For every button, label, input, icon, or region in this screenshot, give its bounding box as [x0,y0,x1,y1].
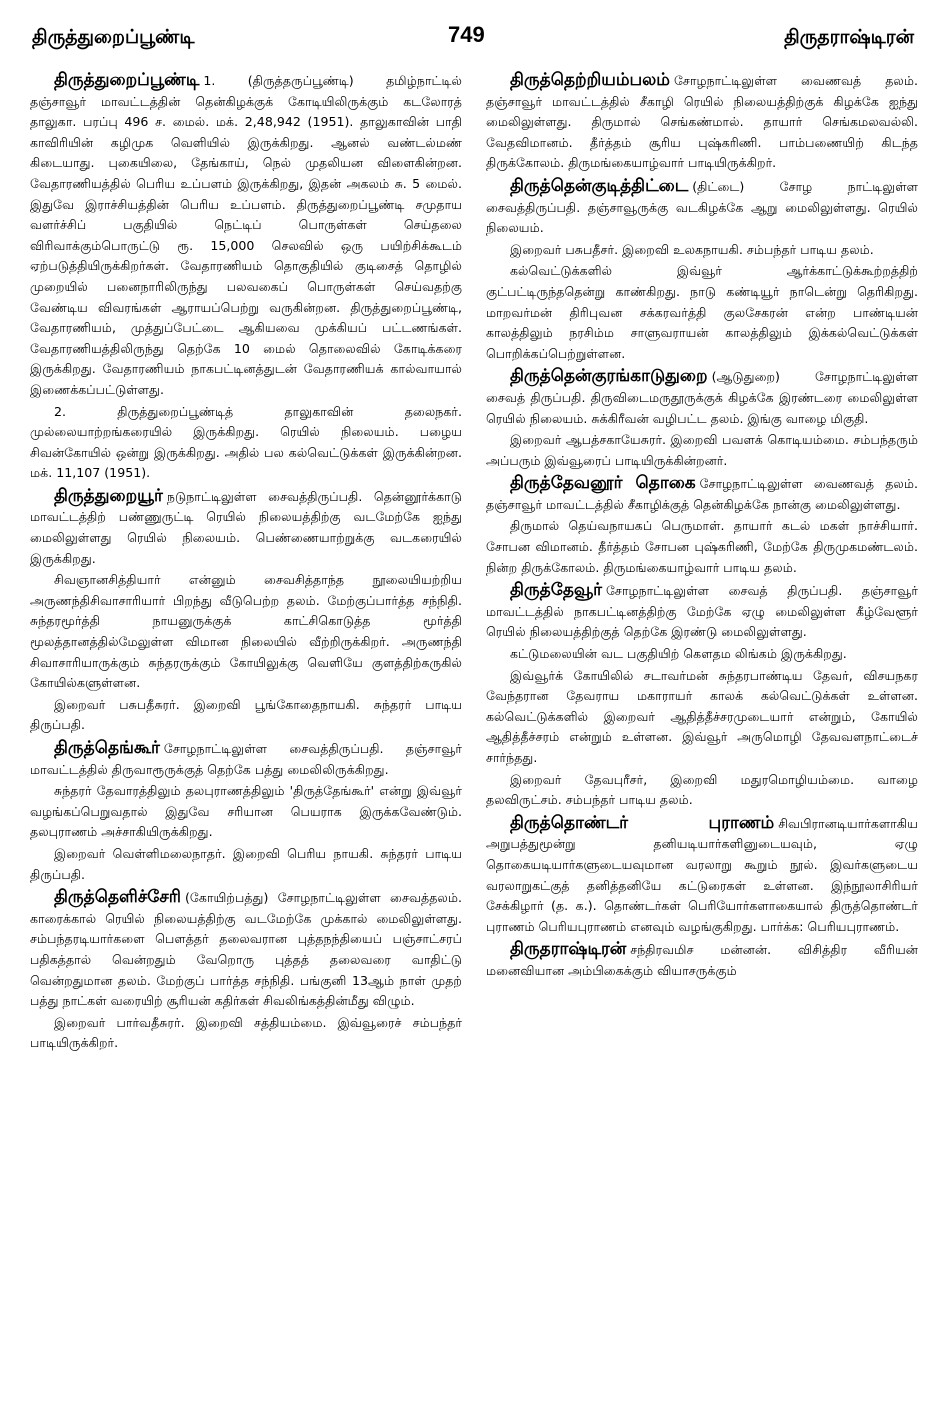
entry-headword: திருத்தெற்றியம்பலம் [510,70,670,90]
entry-text: சோழநாட்டிலுள்ள சைவத் திருப்பதி. தஞ்சாவூர் மாவட்டத்தில் நாகபட்டினத்திற்கு மேற்கே ஏழு மைலிலுள்ள கீழ்வேளூர் ரெயில் நிலையத்திற்குத் தெற்கே இரண்டு மைலிலுள்ளது. [486,583,918,640]
entry-headword: திருத்துறையூர் [54,485,163,506]
entry-paragraph [486,473,918,515]
entry-paragraph [486,939,918,981]
entry-text: (திட்டை) சோழ நாட்டிலுள்ள சைவத்திருப்பதி. தஞ்சாவூருக்கு வடகிழக்கே ஆறு மைலிலுள்ளது. ரெயில் நிலையம். [486,178,918,236]
entry-thiruthenkudithittai [486,176,918,364]
entry-thiruthelicheri [30,887,462,1054]
entry-paragraph [486,813,918,938]
entry-thiruthuraipoondi [30,70,462,484]
entry-text: (ஆடுதுறை) சோழநாட்டிலுள்ள சைவத் திருப்பதி. திருவிடைமருதூருக்குக் கிழக்கே இரண்டரை மைலிலுள்ள ரெயில் நிலையம். சுக்கிரீவன் வழிபட்ட தலம். இங்கு வாழை மிகுதி. [486,369,918,426]
entry-paragraph [30,70,462,401]
entry-thiruthrashtiran [486,939,918,981]
entry-headword: திருத்துறைப்பூண்டி [54,70,200,90]
entry-text: 1. (திருத்தருப்பூண்டி) தமிழ்நாட்டில் தஞ்சாவூர் மாவட்டத்தின் தென்கிழக்குக் கோடியிலிருக்கும் கடலோரத் தாலுகா. பரப்பு 496 ச. மைல். மக். 2,48,942 (1951). தாலுகாவின் பாதி காவிரியின் கழிமுக வெளியில் இருக்கிறது. ஆனல் வண்டல்மண் கிடையாது. புகையிலை, தேங்காய், நெல் முதலியன விளைகின்றன. வேதாரணியத்தில் பெரிய உப்பளம் இருக்கிறது, இதன் அகலம் சு. 5 மைல். இதுவே இராச்சியத்தின் பெரிய உப்பளம். திருத்துறைப்பூண்டி சமுதாய வளர்ச்சிப் பகுதியில் நெட்டிப் பொருள்கள் செய்தலை விரிவாக்கும்பொருட்டு ரூ. 15,000 செலவில் ஒரு பயிற்சிக்கூடம் ஏற்படுத்தியிருக்கிறர்கள். வேதாரணியம் தொகுதியில் குடிசைத் தொழில் முறையில் பனைநாரிலிருந்து பலவகைப் பொருள்கள் செய்வதற்கு வேண்டிய விவரங்கள் ஆராயப்பெற்று வருகின்றன. திருத்துறைப்பூண்டி, வேதாரணியம், முத்துப்பேட்டை ஆகியவை முக்கியப் பட்டணங்கள். வேதாரணியத்திலிருந்து தெற்கே 10 மைல் தொலைவில் கோடிக்கரை இருக்கிறது. வேதாரணியம் நாகபட்டினத்துடன் வேதாரணியக் கால்வாயால் இணைக்கப்பட்டுள்ளது. [30,73,462,397]
entry-text: (கோயிற்பத்து) சோழநாட்டிலுள்ள சைவத்தலம். காரைக்கால் ரெயில் நிலையத்திற்கு வடமேற்கே முக்கால் மைலிலுள்ளது. சம்பந்தரடியார்களை பௌத்தர் தலைவரான புத்தநந்தியைப் பஞ்சாட்சரப் பதிகத்தால் வென்றதும் வேறொரு புத்தத் தலைவரை வாதிட்டு வென்றதுமான தலம். மேற்குப் பார்த்த சந்நிதி. பங்குனி 13ஆம் நாள் முதற் பத்து நாட்கள் வரையிற் சூரியன் கதிர்கள் சிவலிங்கத்தின்மீது விழும். [30,890,462,1009]
entry-paragraph: இறைவர் ஆபத்சகாயேசுரர். இறைவி பவளக் கொடியம்மை. சம்பந்தரும் அப்பரும் இவ்வூரைப் பாடியிருக்கின்றனர். [486,432,918,468]
entry-paragraph: இறைவர் பசுபதீசுரர். இறைவி பூங்கோதைநாயகி. சுந்தரர் பாடிய திருப்பதி. [30,696,462,733]
entry-headword: திருத்தேவனூர் தொகை [510,473,696,494]
entry-headword: திருத்தென்குடித்திட்டை [510,175,689,196]
entry-text: சிவபிரானடியார்களாகிய அறுபத்துமூன்று தனியடியார்களினுடையவும், ஏழு தொகையடியார்களுடையவுமான வரலாறு கூறும் நூல். இவர்களுடைய வரலாறுகட்குத் தனித்தனியே கட்டுரைகள் உள்ளன. இந்நூலாசிரியர் சேக்கிழார் (த. க.). தொண்டர்கள் பெரியோர்களாகையால் திருத்தொண்டர் புராணம் பெரியபுராணம் எனவும் வழங்குகிறது. பார்க்க: பெரியபுராணம். [486,815,918,934]
entry-paragraph: இறைவர் தேவபுரீசர், இறைவி மதுரமொழியம்மை. வாழை தலவிருட்சம். சம்பந்தர் பாடிய தலம். [486,771,918,808]
entry-headword: திருதராஷ்டிரன் [510,939,627,960]
left-column [30,68,462,1055]
header-right-word: திருதராஷ்டிரன் [784,26,914,48]
entry-paragraph: திருமால் தெய்வநாயகப் பெருமாள். தாயார் கடல் மகள் நாச்சியார். சோபன விமானம். தீர்த்தம் சோபன புஷ்கரிணி, மேற்கே திருமுகமண்டலம். நின்ற திருக்கோலம். திருமங்கையாழ்வார் பாடிய தலம். [486,518,918,575]
entry-paragraph: இறைவர் வெள்ளிமலைநாதர். இறைவி பெரிய நாயகி. சுந்தரர் பாடிய திருப்பதி. [30,845,462,882]
entry-paragraph: கல்வெட்டுக்களில் இவ்வூர் ஆர்க்காட்டுக்கூற்றத்திற் குட்பட்டிருந்ததென்று காண்கிறது. நாடு கண்டியூர் நாடென்று தெரிகிறது. மாறவர்மன் திரிபுவன சக்கரவர்த்தி குலசேகரன் என்ற பாண்டியன் காலத்திலும் நரசிம்ம சாளுவராயன் காலத்திலும் இக்கல்வெட்டுக்கள் பொறிக்கப்பெற்றுள்ளன. [486,263,918,361]
entry-thiruthengur [30,738,462,885]
entry-paragraph [486,366,918,429]
right-column [486,68,918,983]
page-header [0,22,940,58]
entry-text: சோழநாட்டிலுள்ள வைணவத் தலம். தஞ்சாவூர் மாவட்டத்தில் சீகாழி ரெயில் நிலையத்திற்குக் கிழக்கே ஐந்து மைலிலுள்ளது. திருமால் செங்கண்மால். தாயார் செங்கமலவல்லி. வேதவிமானம். தீர்த்தம் சூரிய புஷ்கரிணி. பாம்பணையிற் கிடந்த திருக்கோலம். திருமங்கையாழ்வார் பாடியிருக்கிறர். [486,73,918,171]
entry-text: சந்திரவமிச மன்னன். விசித்திர வீரியன் மனைவியான அம்பிகைக்கும் வியாசருக்கும் [486,942,918,978]
entry-paragraph: இறைவர் பசுபதீசர். இறைவி உலகநாயகி. சம்பந்தர் பாடிய தலம். [510,241,874,257]
entry-headword: திருத்தேவூர் [510,580,602,601]
entry-headword: திருத்தெங்கூர் [54,738,160,758]
entry-headword: திருத்தென்குரங்காடுதுறை [510,366,708,387]
entry-paragraph: இறைவர் பார்வதீசுரர். இறைவி சத்தியம்மை. இவ்வூரைச் சம்பந்தர் பாடியிருக்கிறர். [30,1014,462,1051]
entry-paragraph [30,887,462,1012]
page-number: 749 [448,22,485,47]
entry-thiruthevur [486,580,918,811]
entry-paragraph [30,738,462,780]
entry-paragraph: சுந்தரர் தேவாரத்திலும் தலபுராணத்திலும் 'திருத்தேங்கூர்' என்று இவ்வூர் வழங்கப்பெறுவதால் இதுவே சரியான பெயராக இருக்கவேண்டும். தலபுராணம் அச்சாகியிருக்கிறது. [30,783,462,840]
entry-paragraph: சிவஞானசித்தியார் என்னும் சைவசித்தாந்த நூலையியற்றிய அருணந்திசிவாசாரியார் பிறந்து வீடுபெற்ற தலம். மேற்குப்பார்த்த சந்நிதி. சுந்தரமூர்த்தி நாயனுருக்குக் காட்சிகொடுத்த மூர்த்தி மூலத்தானத்தில்மேலுள்ள விமான நிலையில் வீற்றிருக்கிறர். அருணந்தி சிவாசாரியாருக்கும் சுந்தரருக்கும் கோயிலுக்கு வெளியே குளத்திற்கருகில் கோயில்களுள்ளன. [30,572,462,691]
entry-paragraph [486,580,918,643]
entry-thiruthondar-puranam [486,813,918,938]
entry-text: சோழநாட்டிலுள்ள சைவத்திருப்பதி. தஞ்சாவூர் மாவட்டத்தில் திருவாரூருக்குத் தெற்கே பத்து மைலிலிருக்கிறது. [30,741,462,777]
entry-thiruthevanur-thogai [486,473,918,578]
entry-thiruthenkurangaduthurai [486,366,918,471]
entry-thiruthuraiyur [30,486,462,736]
entry-paragraph: கட்டுமலையின் வட பகுதியிற் கௌதம லிங்கம் இருக்கிறது. [510,646,847,662]
entry-paragraph [486,176,918,239]
entry-thiruthetriyambalam [486,70,918,174]
header-left-word: திருத்துறைப்பூண்டி [32,26,195,48]
entry-text: சோழநாட்டிலுள்ள வைணவத் தலம். தஞ்சாவூர் மாவட்டத்தில் சீகாழிக்குத் தென்கிழக்கே நான்கு மைலிலுள்ளது. [486,476,919,512]
entry-paragraph [486,70,918,174]
entry-paragraph [30,486,462,569]
entry-text: நடுநாட்டிலுள்ள சைவத்திருப்பதி. தென்னூர்க்காடு மாவட்டத்திற் பண்ணுருட்டி ரெயில் நிலையத்திற்கு வடமேற்கே ஐந்து மைலிலுள்ளது ரெயில் நிலையம். பெண்ணையாற்றுக்கு வடகரையில் இருக்கிறது. [30,488,462,566]
entry-headword: திருத்தொண்டர் புராணம் [510,812,775,833]
entry-paragraph: 2. திருத்துறைப்பூண்டித் தாலுகாவின் தலைநகர். முல்லையாற்றங்கரையில் இருக்கிறது. ரெயில் நிலையம். பழைய சிவன்கோயில் ஒன்று இருக்கிறது. அதில் பல கல்வெட்டுக்கள் இருக்கின்றன. மக். 11,107 (1951). [30,403,462,481]
entry-headword: திருத்தெளிச்சேரி [54,887,181,908]
entry-paragraph: இவ்வூர்க் கோயிலில் சடாவர்மன் சுந்தரபாண்டிய தேவர், விசயநகர வேந்தரான தேவராய மகாராயர் காலக் கல்வெட்டுக்கள் உள்ளன. கல்வெட்டுக்களில் இறைவர் ஆதித்தீச்சரமுடையார் என்றும், கோயில் ஆதித்தீச்சரம் என்றும் உள்ளன. இவ்வூர் அருமொழி தேவவளநாட்டைச் சார்ந்தது. [486,667,918,765]
